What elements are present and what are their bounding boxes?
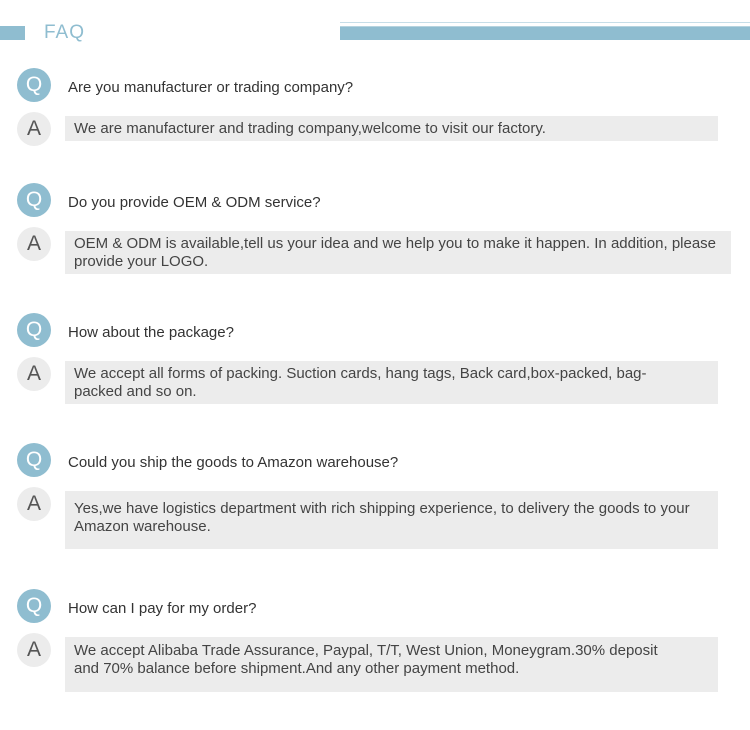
question-icon: Q	[17, 443, 51, 477]
question-icon: Q	[17, 183, 51, 217]
answer-icon: A	[17, 633, 51, 667]
header-rule	[340, 22, 750, 23]
question-text: How can I pay for my order?	[68, 600, 257, 617]
question-text: How about the package?	[68, 324, 234, 341]
answer-box: We accept Alibaba Trade Assurance, Paypal, T/T, West Union, Moneygram.30% deposit and 70% balance before shipment.And any other payment method.	[65, 637, 718, 692]
answer-box: We are manufacturer and trading company,welcome to visit our factory.	[65, 116, 718, 141]
question-icon: Q	[17, 313, 51, 347]
question-text: Could you ship the goods to Amazon warehouse?	[68, 454, 399, 471]
question-icon: Q	[17, 68, 51, 102]
answer-box: OEM & ODM is available,tell us your idea and we help you to make it happen. In addition, please provide your LOGO.	[65, 231, 731, 274]
answer-icon: A	[17, 112, 51, 146]
answer-box: We accept all forms of packing. Suction cards, hang tags, Back card,box-packed, bag-packed and so on.	[65, 361, 718, 404]
question-icon: Q	[17, 589, 51, 623]
header-bar-left	[0, 26, 25, 40]
answer-icon: A	[17, 227, 51, 261]
answer-icon: A	[17, 487, 51, 521]
answer-box: Yes,we have logistics department with rich shipping experience, to delivery the goods to your Amazon warehouse.	[65, 491, 718, 549]
faq-title: FAQ	[44, 22, 86, 43]
question-text: Are you manufacturer or trading company?	[68, 79, 354, 96]
answer-icon: A	[17, 357, 51, 391]
header-bar-right	[340, 26, 750, 40]
question-text: Do you provide OEM & ODM service?	[68, 194, 321, 211]
